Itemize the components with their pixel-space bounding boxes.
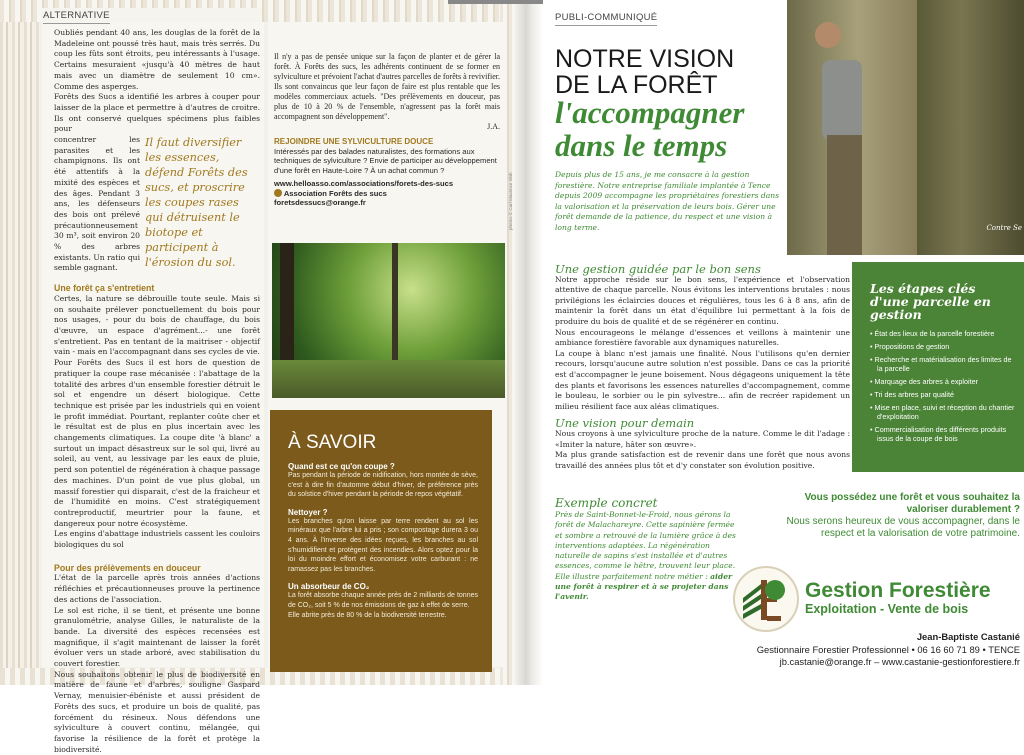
paragraph: concentrer les parasites et les champignons. Ils ont été attentifs à la mixité des espèces et des âges. Pendant 3 ans, les défenseurs des bois ont prélevé précautionneusement 30 m³, soit environ 20 % des arbres existants. Un ratio qui semble gagnant. [54, 135, 140, 273]
step-item: • État des lieux de la parcelle forestière [870, 329, 995, 338]
binding-mark [448, 0, 543, 4]
title [555, 46, 734, 98]
subheading: Une gestion guidée par le bon sens [555, 262, 761, 276]
cta-text: Nous serons heureux de vous accompagner, dans le respect et la valorisation de votre patrimoine. [786, 516, 1020, 539]
step-item: • Propositions de gestion [870, 342, 950, 351]
box-text: La forêt absorbe chaque année près de 2 milliards de tonnes de CO₂, soit 5 % de nos émissions de gaz à effet de serre. [288, 592, 478, 609]
subheading: Une forêt ça s'entretient [54, 283, 155, 294]
title-line: l'accompagner [555, 95, 745, 130]
contact-links[interactable]: jb.castanie@orange.fr – www.castanie-gestionforestiere.fr [779, 656, 1020, 667]
title-line: DE LA FORÊT [555, 71, 718, 99]
join-text: Intéressés par des balades naturalistes, des formations aux techniques de sylviculture ? Envie de participer au développement d'une forêt en Haute-Loire ? À un achat commun ? [274, 147, 497, 175]
subheading: Exemple concret [555, 496, 658, 510]
paragraph: Oubliés pendant 40 ans, les douglas de la forêt de la Madeleine ont poussé très haut, mais très serrés. Du coup les fûts sont étroits, peu intéressants à l'usage. Certains mesuraient «jusqu'à 40 mètres de haut mais avec un diamètre de seulement 10 cm». Comme des asperges. [54, 28, 260, 91]
brand-subtitle: Exploitation - Vente de bois [805, 602, 969, 616]
steps-list [870, 329, 1016, 443]
paragraph: Il n'y a pas de pensée unique sur la façon de planter et de gérer la forêt. À Forêts des sucs, les adhérents continuent de se former en sylviculture et prévoient l'achat d'autres parcelles de forêts à revivifier. Ils sont convaincus que leur façon de faire est plus rentable que les modèles commerciaux actuels. "Des prélèvements en douceur, pas plus de 10 à 20 % de l'ensemble, n'agressent pas la forêt mais accompagnent son développement". [274, 52, 500, 121]
signature: J.A. [487, 122, 500, 131]
article-column-2 [274, 52, 500, 208]
box-title: À SAVOIR [288, 432, 377, 453]
box-text: Les branches qu'on laisse par terre rendent au sol les minéraux que l'arbre lui a pris ; son compostage durera 3 ou 4 ans. À l'inverse des idées reçues, les branches au sol s'humidifient et protègent des incendies. Alors optez pour la loi du moindre effort et économisez votre carburant : ne ramassez pas les branches. [288, 517, 478, 573]
wood-texture [0, 0, 40, 685]
step-item: • Tri des arbres par qualité [870, 390, 955, 399]
forester-photo [787, 0, 1024, 255]
photo-caption: Contre Se [986, 224, 1022, 232]
section-label: PUBLI-COMMUNIQUÉ [555, 12, 657, 26]
steps-box [852, 262, 1024, 472]
box-text: Pas pendant la période de nidification, hors montée de sève, c'est à dire fin d'automne début d'hiver, de préférence près du solstice d'hiver pendant la période de repos végétatif. [288, 472, 478, 499]
example-block [555, 494, 740, 603]
box-text: Elle abrite près de 80 % de la biodiversité terrestre. [288, 611, 447, 619]
brand-block [805, 580, 991, 616]
paragraph-emphasis: aider une forêt à respirer et à se projeter dans l'avenir. [555, 571, 733, 602]
forest-photo [272, 243, 505, 398]
paragraph: Forêts des Sucs a identifié les arbres à couper pour laisser de la place et permettre à d'autres de croitre. Ils ont conservé quelques spécimens plus faibles pour [54, 92, 260, 134]
pull-quote: Il faut diversifier les essences, défend Forêts des sucs, et proscrire les coupes rases qui détruisent le biotope et participent à l'érosion du sol. [145, 136, 248, 270]
paragraph: Certes, la nature se débrouille toute seule. Mais si on souhaite prélever ponctuellement du bois pour nos usages, - pour du bois de chauffage, du bois d'œuvre, un espace d'agrément...- une forêt s'entretient. Pas en tentant de la maitriser - objectif vain - mais en l'accompagnant dans ses cycles de vie. [54, 293, 260, 357]
section-label: ALTERNATIVE [43, 10, 110, 24]
contact-block [643, 631, 1020, 669]
box-subheading: Un absorbeur de CO₂ [288, 582, 370, 592]
article-column-1 [54, 28, 260, 755]
paragraph: Le sol est riche, il se tient, et présente une bonne granulométrie, analyse Gilles, le naturaliste de la bande. La diversité des espèces recensées est magnifique, il s'agit maintenant de laisser la forêt évoluer vers un stade arboré, avec stabilisation du couvert forestier. [54, 605, 260, 669]
join-title: REJOINDRE UNE SYLVICULTURE DOUCE [274, 137, 434, 146]
paragraph: Nous croyons à une sylviculture proche de la nature. Comme le dit l'adage : «Imiter la nature, hâter son œuvre». [555, 428, 850, 449]
facebook-link[interactable]: Association Forêts des sucs [283, 188, 387, 198]
brand-name: Gestion Forestière [805, 579, 991, 602]
facebook-icon [274, 189, 282, 197]
page-gutter [515, 0, 543, 685]
paragraph: Les engins d'abattage industriels cassent les couloirs biologiques du sol [54, 529, 260, 550]
a-savoir-box [270, 410, 492, 672]
right-page [543, 0, 1024, 685]
box-title: Les étapes clés d'une parcelle en gestion [870, 281, 991, 322]
paragraph: Notre approche réside sur le bon sens, l'expérience et l'observation attentive de chaque parcelle. Nous évitons les interventions brutales : nous privilégions les éclaircies douces et régulières, tous les 6 à 8 ans, afin de maintenir la forêt dans un état d'équilibre lui permettant à la fois de produire du bois de qualité et de se régénérer en continu. [555, 274, 850, 326]
email-link[interactable]: foretsdessucs@orange.fr [274, 198, 366, 208]
title-line: NOTRE VISION [555, 45, 735, 73]
paragraph: Nous encourageons le mélange d'essences et veillons à maintenir une ambiance forestière favorable aux dynamiques naturelles. [555, 327, 850, 348]
article-body [555, 262, 850, 471]
title-line: dans le temps [555, 128, 728, 163]
paragraph: Pour Forêts des Sucs il est hors de question de pratiquer la coupe rase mécanisée : l'abattage de la totalité des arbres d'un ensemble forestier détruit le sol et engendre un désert biologique. Cette technique est prisée par les industriels qui en voient le profit immédiat. Pourtant, replanter coûte cher et le résultat est de plus en plus incertain avec les changements climatiques. La coupe dite 'à blanc' a surtout un impact désastreux sur le sol qui, livré au soleil, au vent, au lessivage par les eaux de pluie, perd son potentiel de régénération à chaque passage des machines. D'un point de vue plus global, un massif forestier qui disparait, c'est de la fraicheur et de l'humidité en moins. C'est stratégiquement contreproductif, meurtrier pour la faune, et dangereux pour notre écosystème. [54, 358, 260, 528]
paragraph: Nous souhaitons obtenir le plus de biodiversité en matière de faune et d'arbres, souligne Gaspard Vernay, menuisier-ébéniste et aussi président de Forêts des sucs, et produire un bois de qualité, pas forcément du résineux. Nous défendons une sylviculture à couvert continu, mélangée, qui favorise la résilience de la forêt et protège la biodiversité. [54, 669, 260, 754]
subheading: Une vision pour demain [555, 416, 695, 431]
contact-details: Gestionnaire Forestier Professionnel • 06 16 60 71 89 • TENCE [756, 643, 1020, 655]
paragraph: L'état de la parcelle après trois années d'actions réfléchies et précautionneuses prouve la pertinence des actions de l'association. [54, 573, 260, 604]
title-italic [555, 96, 783, 162]
paragraph: La coupe à blanc n'est jamais une finalité. Nous l'utilisons qu'en dernier recours, lorsqu'aucune autre solution n'est possible. Dans ce cas la priorité est d'accompagner le jeune boisement. Nous dégageons uniquement la tête des plants et favorisons les essences naturelles d'accompagnement, comme le bouleau, le sorbier ou le pin sylvestre... afin de recréer rapidement un milieu résilient face aux aléas climatiques. [555, 348, 850, 411]
company-logo [733, 566, 799, 632]
box-subheading: Nettoyer ? [288, 507, 328, 517]
intro-text: Depuis plus de 15 ans, je me consacre à la gestion forestière. Notre entreprise familiale implantée à Tence depuis 2009 accompagne les propriétaires forestiers dans la valorisation et la préservation de leurs bois. Gérer une forêt demande de la patience, du respect et une vision à long terme. [555, 170, 780, 232]
paragraph: Près de Saint-Bonnet-le-Froid, nous gérons la forêt de Malachareyre. Cette sapinière fermée et sombre a retrouvé de la lumière grâce à des interventions adaptées. La régénération naturelle de sapins s'est installée et d'autres essences, comme le hêtre, trouvent leur place. Elle illustre parfaitement notre métier : [555, 510, 736, 581]
step-item: • Marquage des arbres à exploiter [870, 377, 978, 386]
box-subheading: Quand est ce qu'on coupe ? [288, 462, 395, 471]
cta-question: Vous possédez une forêt et vous souhaitez la valoriser durablement ? [804, 492, 1020, 515]
step-item: • Mise en place, suivi et réception du chantier d'exploitation [870, 403, 1015, 421]
website-link[interactable]: www.helloasso.com/associations/forets-des-sucs [274, 179, 454, 189]
step-item: • Recherche et matérialisation des limites de la parcelle [870, 355, 1012, 373]
contact-name: Jean-Baptiste Castanié [916, 631, 1020, 642]
subheading: Pour des prélèvements en douceur [54, 562, 201, 573]
call-to-action [783, 492, 1020, 540]
photo-credit: photos © Carl-Maxence Vinh [508, 172, 513, 230]
paragraph: Ma plus grande satisfaction est de revenir dans une forêt que nous avons travaillé des années plus tôt et d'y constater son évolution positive. [555, 450, 850, 470]
step-item: • Commercialisation des différents produits issus de la coupe de bois [870, 425, 1007, 443]
